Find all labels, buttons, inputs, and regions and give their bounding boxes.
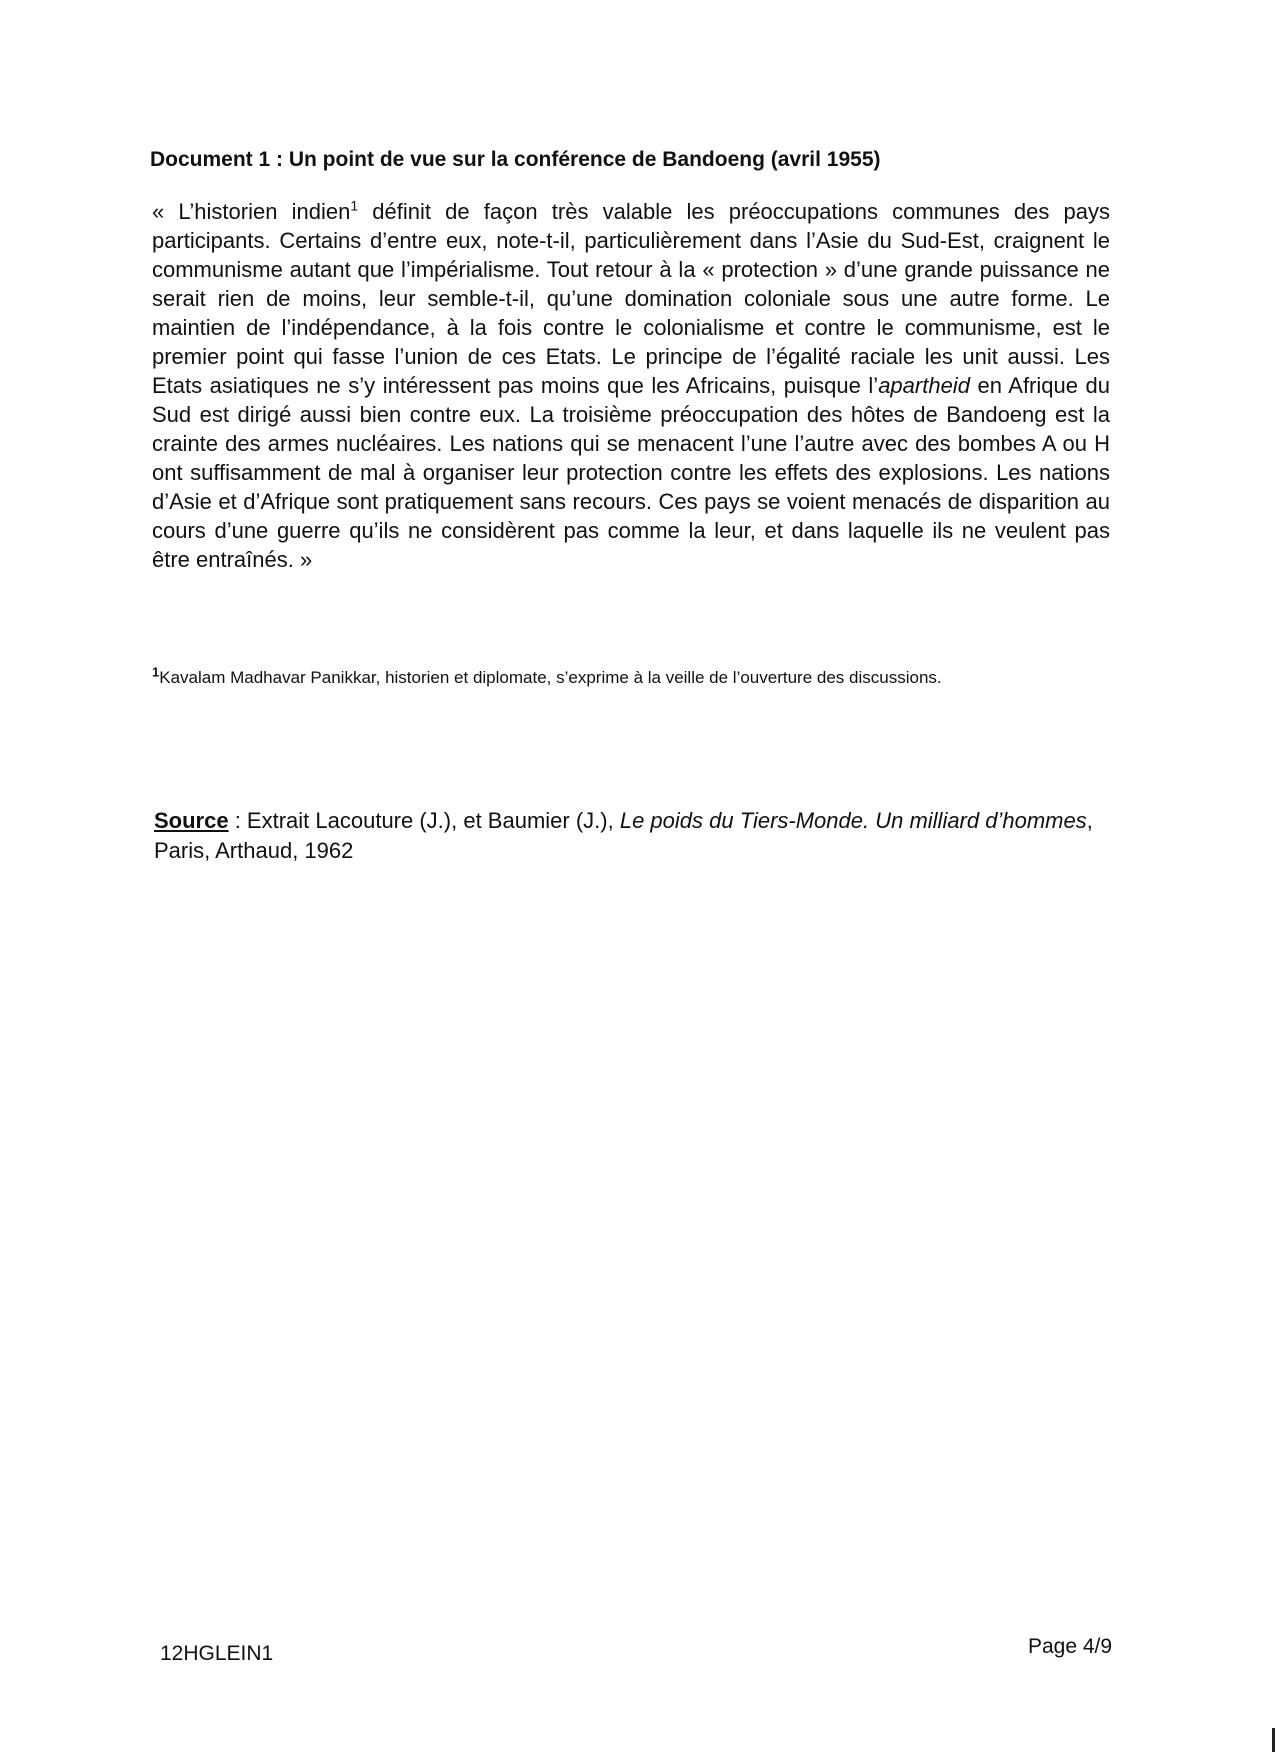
source-separator: : Extrait Lacouture (J.), et Baumier (J.), (228, 808, 620, 833)
source-label: Source (154, 808, 229, 833)
quote-italic-term: apartheid (878, 373, 970, 398)
footnote-mark: 1 (152, 664, 160, 680)
source-book-title: Le poids du Tiers-Monde. Un milliard d’hommes (619, 808, 1087, 833)
document-title: Document 1 : Un point de vue sur la conférence de Bandoeng (avril 1955) (150, 148, 881, 171)
quote-end: en Afrique du Sud est dirigé aussi bien contre eux. La troisième préoccupation des hôtes de Bandoeng est la crainte des armes nucléaires. Les nations qui se menacent l’une l’autre avec des bombes A ou H ont suffisamment de mal à organiser leur protection contre les effets des explosions. Les nations d’Asie et d’Afrique sont pratiquement sans recours. Ces pays se voient menacés de disparition au cours d’une guerre qu’ils ne considèrent pas comme la leur, et dans laquelle ils ne veulent pas être entraînés. » (152, 373, 1110, 572)
exam-code: 12HGLEIN1 (160, 1642, 274, 1665)
source-publication: , Paris, Arthaud, 1962 (154, 808, 1093, 863)
footnote (152, 665, 1110, 690)
quote-paragraph (152, 197, 1110, 574)
page-number: Page 4/9 (1028, 1635, 1113, 1658)
footnote-reference: 1 (350, 197, 359, 214)
footnote-text: Kavalam Madhavar Panikkar, historien et diplomate, s’exprime à la veille de l’ouverture des discussions. (159, 668, 942, 687)
source-citation (154, 806, 1112, 866)
quote-body: définit de façon très valable les préoccupations communes des pays participants. Certains d’entre eux, note-t-il, particulièrement dans l’Asie du Sud-Est, craignent le communisme autant que l’impérialisme. Tout retour à la « protection » d’une grande puissance ne serait rien de moins, leur semble-t-il, qu’une domination coloniale sous une autre forme. Le maintien de l’indépendance, à la fois contre le colonialisme et contre le communisme, est le premier point qui fasse l’union de ces Etats. Le principe de l’égalité raciale les unit aussi. Les Etats asiatiques ne s’y intéressent pas moins que les Africains, puisque l’ (152, 199, 1110, 398)
quote-open: « L’historien indien (152, 199, 351, 224)
